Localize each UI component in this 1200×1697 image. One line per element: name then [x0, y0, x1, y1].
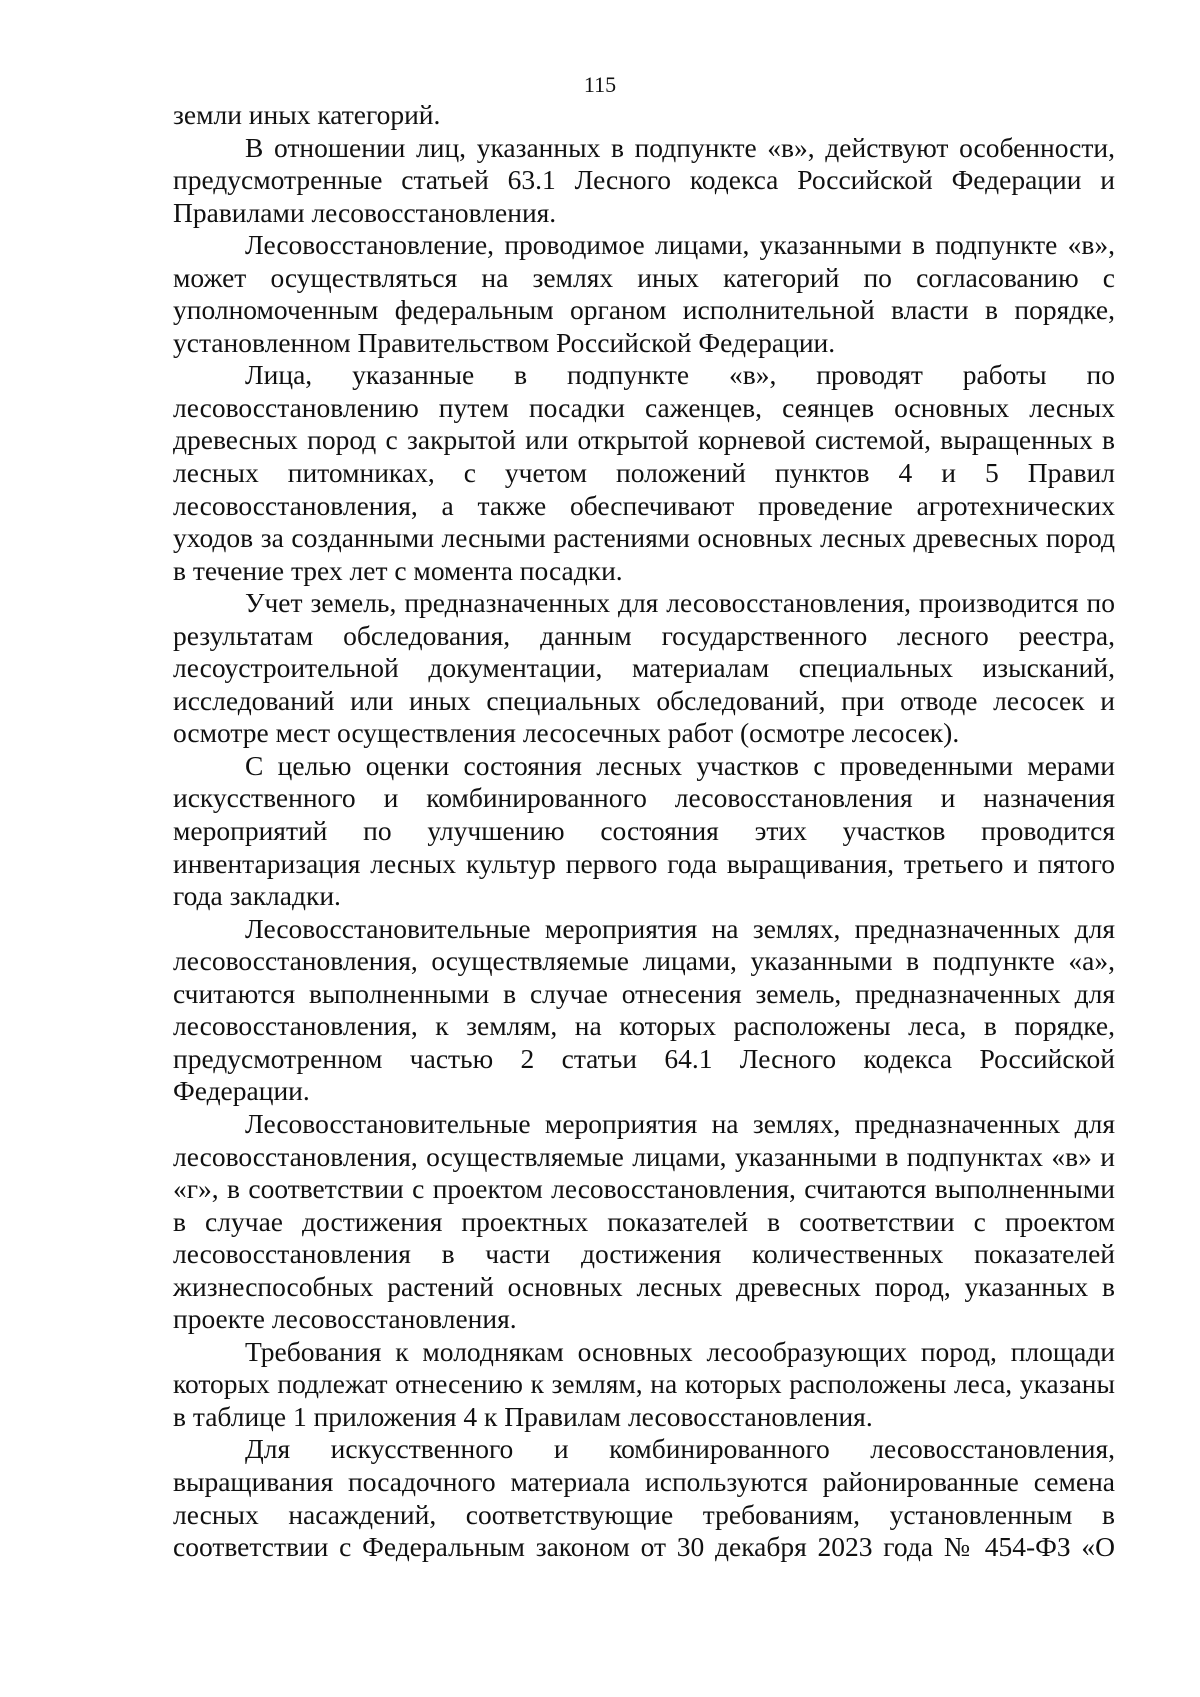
- paragraph-continues-next-page: Для искусственного и комбинированного лесовосстановления, выращивания посадочного материала используются районированные семена лесных насаждений, соответствующие требованиям, установленным в соответствии с Федеральным законом от 30 декабря 2023 года № 454-ФЗ «О: [173, 1433, 1115, 1563]
- paragraph: Учет земель, предназначенных для лесовосстановления, производится по результатам обследования, данным государственного лесного реестра, лесоустроительной документации, материалам специальных изысканий, исследований или иных специальных обследований, при отводе лесосек и осмотре мест осуществления лесосечных работ (осмотре лесосек).: [173, 587, 1115, 749]
- paragraph: Лесовосстановительные мероприятия на землях, предназначенных для лесовосстановления, осуществляемые лицами, указанными в подпункте «а», считаются выполненными в случае отнесения земель, предназначенных для лесовосстановления, к землям, на которых расположены леса, в порядке, предусмотренном частью 2 статьи 64.1 Лесного кодекса Российской Федерации.: [173, 912, 1115, 1107]
- paragraph: Лесовосстановление, проводимое лицами, указанными в подпункте «в», может осуществляться на землях иных категорий по согласованию с уполномоченным федеральным органом исполнительной власти в порядке, установленном Правительством Российской Федерации.: [173, 229, 1115, 358]
- paragraph-continuation: земли иных категорий.: [173, 99, 441, 130]
- page-number: 115: [583, 72, 617, 97]
- document-body: [173, 99, 1115, 1564]
- paragraph: Лесовосстановительные мероприятия на землях, предназначенных для лесовосстановления, осуществляемые лицами, указанными в подпунктах «в» и «г», в соответствии с проектом лесовосстановления, считаются выполненными в случае достижения проектных показателей в соответствии с проектом лесовосстановления в части достижения количественных показателей жизнеспособных растений основных лесных древесных пород, указанных в проекте лесовосстановления.: [173, 1107, 1115, 1335]
- paragraph: Лица, указанные в подпункте «в», проводят работы по лесовосстановлению путем посадки саженцев, сеянцев основных лесных древесных пород с закрытой или открытой корневой системой, выращенных в лесных питомниках, с учетом положений пунктов 4 и 5 Правил лесовосстановления, а также обеспечивают проведение агротехнических уходов за созданными лесными растениями основных лесных древесных пород в течение трех лет с момента посадки.: [173, 359, 1115, 586]
- paragraph: В отношении лиц, указанных в подпункте «в», действуют особенности, предусмотренные статьей 63.1 Лесного кодекса Российской Федерации и Правилами лесовосстановления.: [173, 131, 1115, 228]
- paragraph: Требования к молоднякам основных лесообразующих пород, площади которых подлежат отнесению к землям, на которых расположены леса, указаны в таблице 1 приложения 4 к Правилам лесовосстановления.: [173, 1335, 1115, 1432]
- paragraph: С целью оценки состояния лесных участков с проведенными мерами искусственного и комбинированного лесовосстановления и назначения мероприятий по улучшению состояния этих участков проводится инвентаризация лесных культур первого года выращивания, третьего и пятого года закладки.: [173, 749, 1115, 912]
